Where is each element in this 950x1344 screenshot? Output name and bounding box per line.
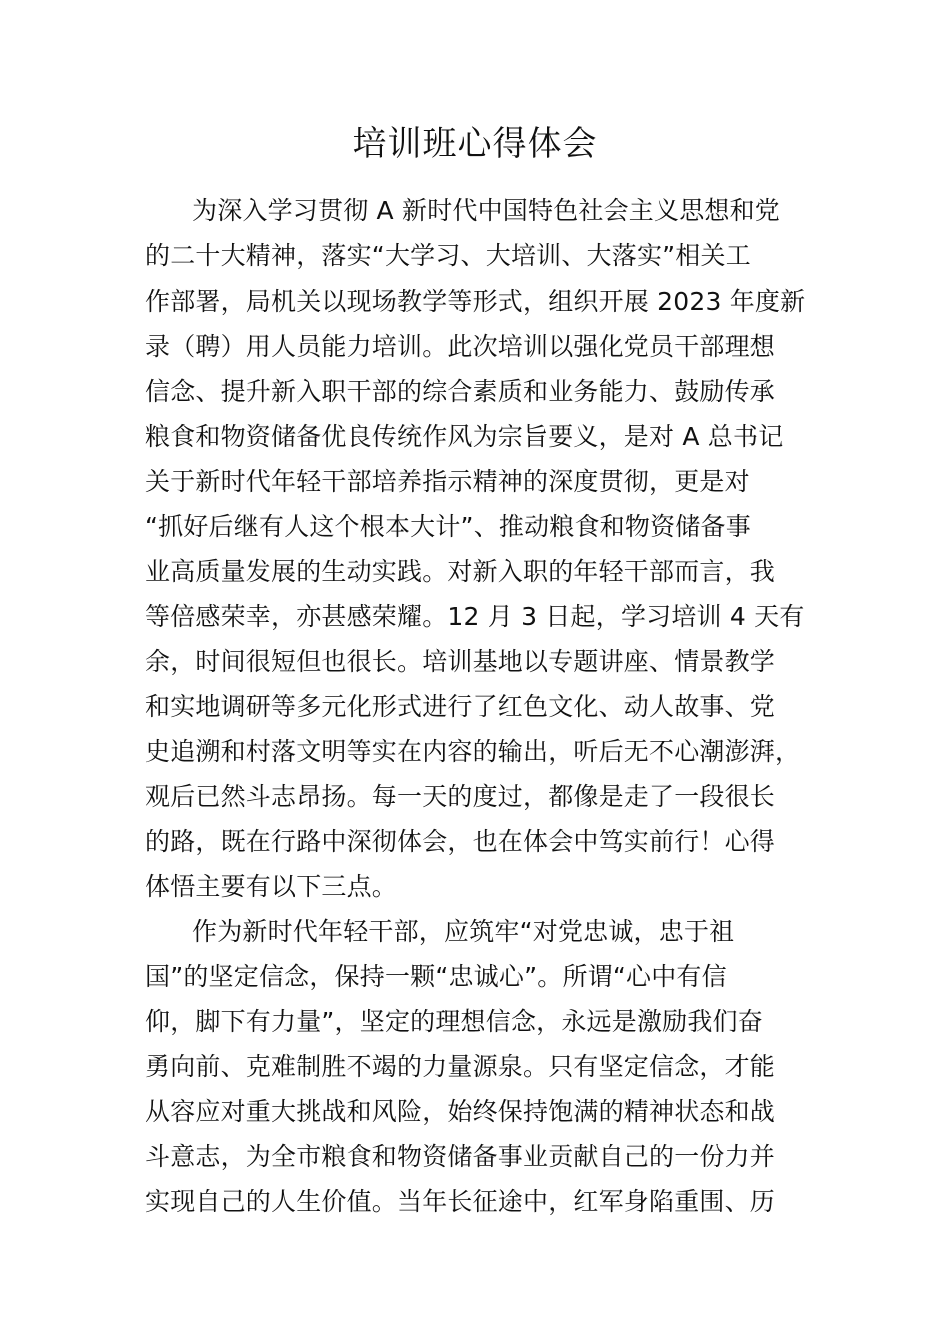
paragraph-1-line-1: 为深入学习贯彻 A 新时代中国特色社会主义思想和党	[192, 196, 780, 225]
paragraph-2-line-6: 斗意志，为全市粮食和物资储备事业贡献自己的一份力并	[145, 1142, 776, 1171]
paragraph-1-line-16: 体悟主要有以下三点。	[145, 872, 398, 901]
paragraph-1-line-5: 信念、提升新入职干部的综合素质和业务能力、鼓励传承	[145, 377, 776, 406]
paragraph-1-line-12: 和实地调研等多元化形式进行了红色文化、动人故事、党	[145, 692, 776, 721]
paragraph-2-line-4: 勇向前、克难制胜不竭的力量源泉。只有坚定信念，才能	[145, 1052, 776, 1081]
paragraph-1-line-7: 关于新时代年轻干部培养指示精神的深度贯彻，更是对	[145, 467, 750, 496]
paragraph-2-line-7: 实现自己的人生价值。当年长征途中，红军身陷重围、历	[145, 1187, 776, 1216]
paragraph-1-line-2: 的二十大精神，落实“大学习、大培训、大落实”相关工	[145, 241, 751, 270]
paragraph-1-line-10: 等倍感荣幸，亦甚感荣耀。12 月 3 日起，学习培训 4 天有	[145, 602, 805, 631]
paragraph-1-line-3: 作部署，局机关以现场教学等形式，组织开展 2023 年度新	[145, 287, 806, 316]
paragraph-1-line-11: 余，时间很短但也很长。培训基地以专题讲座、情景教学	[145, 647, 776, 676]
paragraph-2-line-3: 仰，脚下有力量”，坚定的理想信念，永远是激励我们奋	[145, 1007, 763, 1036]
paragraph-2-line-2: 国”的坚定信念，保持一颗“忠诚心”。所谓“心中有信	[145, 962, 727, 991]
paragraph-1-line-14: 观后已然斗志昂扬。每一天的度过，都像是走了一段很长	[145, 782, 776, 811]
paragraph-1-line-8: “抓好后继有人这个根本大计”、推动粮食和物资储备事	[145, 512, 751, 541]
paragraph-1-line-9: 业高质量发展的生动实践。对新入职的年轻干部而言，我	[145, 557, 776, 586]
paragraph-1-line-4: 录（聘）用人员能力培训。此次培训以强化党员干部理想	[145, 332, 776, 361]
paragraph-2-line-1: 作为新时代年轻干部，应筑牢“对党忠诚，忠于祖	[192, 917, 735, 946]
paragraph-1-line-6: 粮食和物资储备优良传统作风为宗旨要义，是对 A 总书记	[145, 422, 784, 451]
paragraph-2-line-5: 从容应对重大挑战和风险，始终保持饱满的精神状态和战	[145, 1097, 776, 1126]
paragraph-1-line-13: 史追溯和村落文明等实在内容的输出，听后无不心潮澎湃，	[145, 737, 801, 766]
document-title: 培训班心得体会	[352, 124, 598, 164]
paragraph-1-line-15: 的路，既在行路中深彻体会，也在体会中笃实前行！心得	[145, 827, 776, 856]
